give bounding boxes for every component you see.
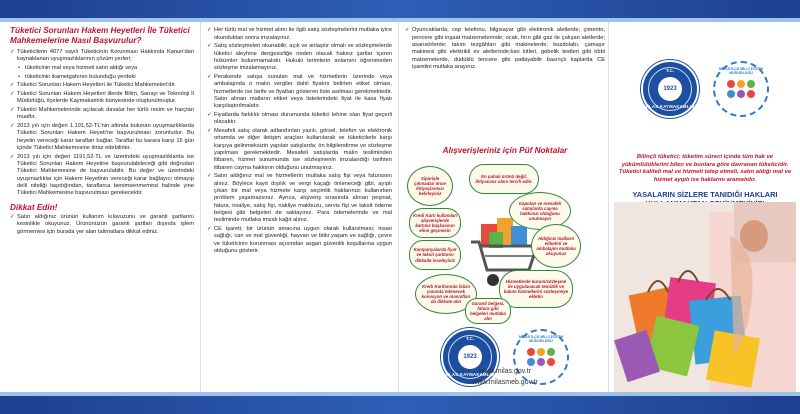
list-item: ✓ Satın aldığınız mal ve hizmetlerin mutlaka satış fişi veya faturasını alınız. Böylece kayıt dışılık ve vergi kaçağı önleneceği gibi, ayıplı çıkan bir mal veya hizmete karşı seçimlik haklarınızı kullanırken problem yaşamazsınız. Ayrıca, alışveriş sırasında alınan peşinat, fatura, irsaliye, satış fişi, nakliye makbuzu, servis fişi ve taksit ödeme belgesi gibi belgeleri de saklayınız. Para ödemelerinde ve mal tesliminde mutlaka imzalı kağıt alınız. <box>207 173 392 224</box>
cover-slogan: YASALARIN SİZLERE TANIDIĞI HAKLARI <box>632 190 778 200</box>
tip-bubble: Kredi Kartı kullanılan alışverişlerde kartınız başkasının eline geçmesin <box>409 208 461 238</box>
bullet-check-icon: ✓ <box>10 153 15 160</box>
url-block <box>445 366 565 388</box>
bullet-dot-icon: • <box>18 73 20 80</box>
tips-heading: Alışverişleriniz için Püf Noktalar <box>442 146 568 155</box>
list-item: • tüketicinin ikametgahının bulunduğu yerdeki <box>18 73 136 80</box>
website-link[interactable]: www.milas.gov.tr <box>479 368 531 375</box>
list-item: ✓ Tüketicilerin 4077 sayılı Tüketicinin Korunması Hakkında Kanun'dan kaynaklanan uyuşmazlıklarının çözüm yerleri; <box>10 49 194 63</box>
list-item: ✓ Oyuncaklarda; cep telefonu, bilgisayar gibi elektronik aletlerde; çimento, pencere gibi inşaat malzemelerinde; ocak, fırın gibi gaz ile çalışan aletlerde; asansörlerde; takım tezgâhları gibi makinelerde; buzdolabı, çamaşır makinesi gibi elektrikli ev aletlerinde;kan kitleri, gebelik testleri gibi tıbbi malzemelerde, düdüklü tencere gibi patlayabilir basınçlı kaplarda CE işaretini mutlaka arayınız. <box>405 27 605 71</box>
bullet-check-icon: ✓ <box>207 43 212 50</box>
meb-logo: MİLAS İLÇE MİLLİ EĞİTİM MÜDÜRLÜĞÜ <box>513 329 569 385</box>
meb-logo: MİLAS İLÇE MİLLİ EĞİTİM MÜDÜRLÜĞÜ <box>713 61 769 117</box>
panel-cover <box>614 26 796 392</box>
bullet-check-icon: ✓ <box>10 213 15 220</box>
tip-bubble: Kapıdan ve mesafeli satışlarda cayma hakkınızı olduğunu unutmayın <box>509 192 571 230</box>
website-link[interactable]: www.milasmeb.gov.tr <box>472 379 538 386</box>
list-item: ✓ 2013 yılı için değeri 1191,52-TL ve üzerindeki uyuşmazlıklarda ise Tüketici Sorunları Hakem Heyetine başvurulabileceği gibi doğrudan Tüketici Mahkemesine de başvurulabilir. Bu değer ve üzerindeki uyuşmazlıklar için Hakem Heyetinin vereceği karar bağlayıcı olmayıp delil niteliği taşıdığından, taraflarca benimsenmemesi halinde yine Tüketici Mahkemesine başvurulması gerekecektir. <box>10 153 194 197</box>
bullet-check-icon: ✓ <box>10 90 15 97</box>
bullet-check-icon: ✓ <box>10 49 15 55</box>
tip-bubble: Kredi Kartlarında faizin yanında ödenecek komisyon ve masrafları da dikkate alın <box>415 274 477 314</box>
fold-line <box>398 22 399 392</box>
bullet-check-icon: ✓ <box>207 111 212 118</box>
panel-complaints <box>10 26 194 392</box>
bullet-check-icon: ✓ <box>10 82 15 89</box>
list-item: • tüketicinin mal veya hizmeti satın aldığı veya <box>18 64 138 71</box>
list-item: ✓ Satış sözleşmeleri okunabilir, açık ve anlaşılır olmalı ve sözleşmelerde tüketici aleyhine dengesizliğe neden olacak haksız şartlar içeren hükümler bulunmamalıdır. Hukuki terimlerin anlamını öğrenmeden sözleşme imzalamayınız. <box>207 43 392 72</box>
list-item: ✓ Perakende satışa sunulan mal ve hizmetlerin üzerinde veya ambalajında o malın vergiler dahil fiyatını belirten etiket olması, hizmetlerde ise tarife ve fiyatları gösteren liste asılması gerekmektedir. Satın alınan malların etiket veya listelerindeki fiyat ile kasa fiyatı karşılaştırılmalıdır. <box>207 73 392 110</box>
top-stripe <box>0 18 800 22</box>
bullet-check-icon: ✓ <box>207 173 212 180</box>
kaymakamlik-logo: T.C. 1923 MİLAS KAYMAKAMLIĞI <box>641 60 699 118</box>
cover-message <box>614 154 796 208</box>
kaymakamlik-logo: T.C. 1923 MİLAS KAYMAKAMLIĞI <box>441 328 499 386</box>
bottom-band <box>0 396 800 414</box>
tip-bubble: Aldığınız malların etiketini ve ambalajını mutlaka okuyunuz <box>531 224 581 268</box>
shopping-bags-icon <box>614 202 796 392</box>
list-item: ✓ Mesafeli satış olarak adlandırılan yazılı, görsel, telefon ve elektronik ortamda ve diğer iletişim araçları kullanılarak ve tüketicilerle karşı karşıya gelinmeksizin yapılan satışlarda; ön bilgilendirme ve sözleşme yapılması gerekmektedir. Mesafeli satışlarda malın tesliminden itibaren, hizmet sunumunda ise sözleşmenin imzalandığı tarihten itibaren cayma hakkının olduğunu unutmayınız. <box>207 127 392 171</box>
tip-bubble: Garanti belgesi, fatura gibi belgeleri mutlaka alın <box>465 298 511 324</box>
panel-tips <box>405 26 605 392</box>
bullet-check-icon: ✓ <box>207 27 212 34</box>
bullet-check-icon: ✓ <box>207 226 212 233</box>
panel-shopping-advice <box>207 26 392 392</box>
list-item: ✓ 2013 yılı için değeri 1.191,52-TL'nin altında bulunan uyuşmazlıklarda Tüketici Sorunları Hakem Heyeti'ne başvurulması zorunludur. Bu heyetin vereceği karar tarafları bağlar. Taraflar bu karara karşı 15 gün içinde Tüketici Mahkemesine itiraz edebilirler. <box>10 122 194 151</box>
dikkat-heading: Dikkat Edin! <box>10 202 58 212</box>
tip-bubble: Siparişle çıkmadan önce ihtiyaçlarınızı belirleyiniz <box>407 166 453 206</box>
list-item: ✓ Tüketici Sorunları Hakem Heyetleri illerde Bilim, Sanayi ve Teknoloji İl Müdürlüğü, ilçelerde Kaymakamlık bünyesinde oluşturulmuştur. <box>10 90 194 105</box>
list-item: ✓ Her türlü mal ve hizmet alımı ile ilgili satış sözleşmelerini mutlaka iyice okunduktan sonra imzalayınız. <box>207 27 392 41</box>
tip-bubble: Kampanyalarda fiyat ve taksit şartlarını dikkatle inceleyiniz <box>409 240 461 270</box>
list-item: ✓ CE işareti; bir ürünün amacına uygun olarak kullanılması; insan sağlığı, can ve mal güvenliği, hayvan ve bitki yaşam ve sağlığı, çevre ve tüketicinin korunması açısından asgari güvenlik koşullarına uygun olduğunu gösterir. <box>207 226 392 255</box>
bullet-check-icon: ✓ <box>10 122 15 129</box>
cover-logos <box>614 60 796 118</box>
bullet-dot-icon: • <box>18 64 20 71</box>
list-item: ✓ Tüketici Sorunları Hakem Heyetleri ile Tüketici Mahkemeleri'dir. <box>10 82 177 89</box>
top-band <box>0 0 800 18</box>
shopping-bags-photo <box>614 202 796 392</box>
list-item: ✓ Tüketici Mahkemelerinde açılacak davalar her türlü resim ve harçtan muaftır. <box>10 106 194 121</box>
tips-graphic <box>405 164 605 326</box>
complaints-heading: Tüketici Sorunları Hakem Heyetleri İle Tüketici Mahkemelerine Nasıl Başvurulur? <box>10 26 190 45</box>
list-item: ✓ Fiyatlarda farklılık olması durumunda tüketici lehine olan fiyat geçerli olacaktır. <box>207 111 392 126</box>
fold-line <box>200 22 201 392</box>
tip-bubble: Hizmetlerde kurum/sözleşme ile uygulanacak temizlik ve bakım hizmetlerini sözleşmeye ekletin <box>499 270 573 308</box>
tip-bubble: En pahalı ürünü değil, ihtiyacınız olanı tercih edin. <box>469 164 539 194</box>
bullet-check-icon: ✓ <box>405 27 410 34</box>
bullet-check-icon: ✓ <box>207 73 212 80</box>
fold-line <box>608 22 609 392</box>
bullet-check-icon: ✓ <box>10 106 15 113</box>
list-item: ✓ Satın aldığınız ürünün kullanım kılavuzunu ve garanti şartlarını kesinlikle okuyunuz. Ürününüzün garanti şartları dışında işlem görmemesi için burada yer alan talimatlara dikkat ediniz. <box>10 213 194 235</box>
bullet-check-icon: ✓ <box>207 127 212 134</box>
cover-red-text: Bilinçli tüketici; tüketim süreci içinde tüm hak ve yükümlülüklerini bilen ve bunlara göre davranan tüketicidir. Tüketici kaliteli mal ve hizmeti talep etmeli, satın aldığı mal ve hizmet ayıplı ise haklarını aramalıdır. <box>618 154 792 183</box>
